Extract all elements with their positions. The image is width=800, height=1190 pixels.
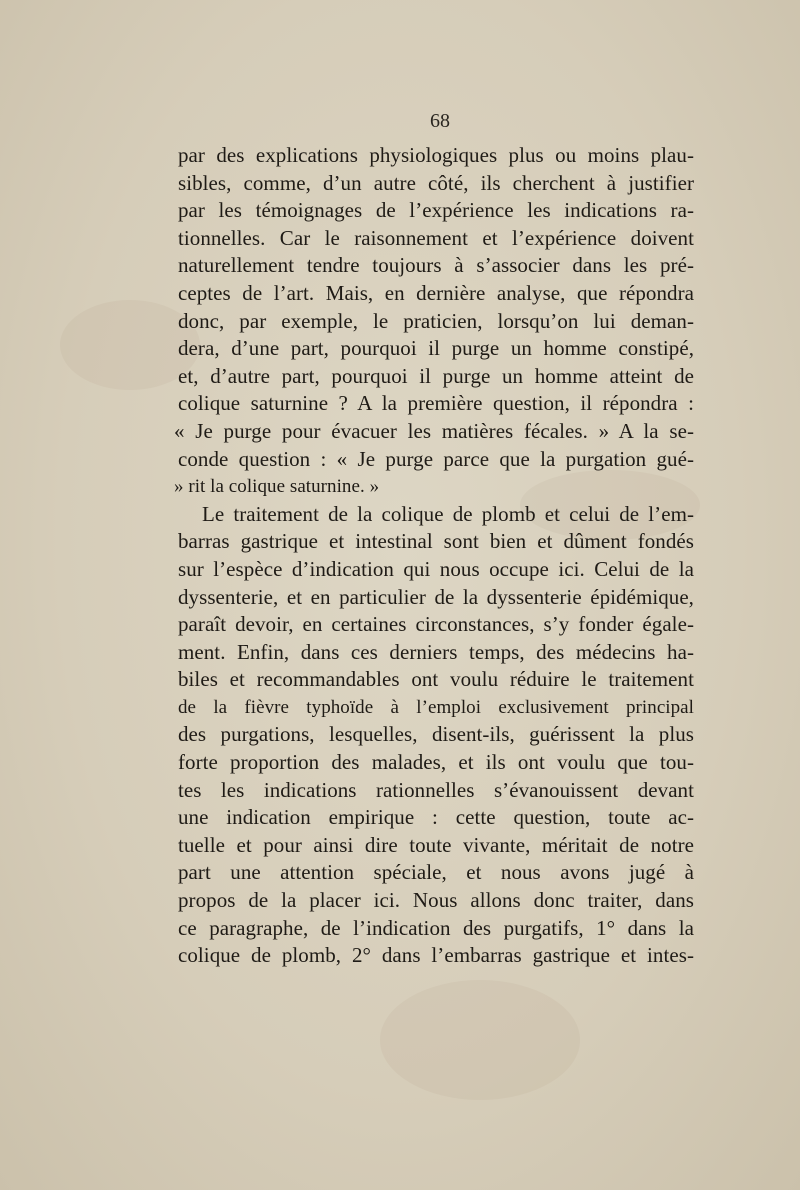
text-line: colique de plomb, 2° dans l’embarras gastrique et intes-: [178, 943, 694, 968]
paragraph-start-line: Le traitement de la colique de plomb et celui de l’em-: [202, 501, 694, 526]
page-number: 68: [430, 110, 450, 132]
text-line: tuelle et pour ainsi dire toute vivante, méritait de notre: [178, 832, 694, 857]
text-line: des purgations, lesquelles, disent-ils, guérissent la plus: [178, 722, 694, 747]
text-line: » rit la colique saturnine. »: [174, 476, 380, 498]
text-line: « Je purge pour évacuer les matières fécales. » A la se-: [174, 418, 694, 443]
text-line: barras gastrique et intestinal sont bien et dûment fondés: [178, 529, 694, 554]
paper-stain: [380, 980, 580, 1100]
text-line: par les témoignages de l’expérience les indications ra-: [178, 198, 694, 223]
text-line: ment. Enfin, dans ces derniers temps, des médecins ha-: [178, 639, 694, 664]
text-line: dera, d’une part, pourquoi il purge un homme constipé,: [178, 336, 694, 361]
text-line: dyssenterie, et en particulier de la dyssenterie épidémique,: [178, 584, 694, 609]
text-line: sibles, comme, d’un autre côté, ils cherchent à justifier: [178, 170, 694, 195]
text-line: paraît devoir, en certaines circonstances, s’y fonder égale-: [178, 612, 694, 637]
text-line: donc, par exemple, le praticien, lorsqu’on lui deman-: [178, 308, 694, 333]
text-line: par des explications physiologiques plus ou moins plau-: [178, 143, 694, 167]
body-text: [174, 142, 694, 970]
text-line: ce paragraphe, de l’indication des purgatifs, 1° dans la: [178, 915, 694, 940]
text-line: propos de la placer ici. Nous allons donc traiter, dans: [178, 888, 694, 913]
text-line: forte proportion des malades, et ils ont voulu que tou-: [178, 750, 694, 775]
text-line: colique saturnine ? A la première question, il répondra :: [178, 391, 694, 416]
text-line: tionnelles. Car le raisonnement et l’expérience doivent: [178, 225, 694, 250]
text-line: naturellement tendre toujours à s’associer dans les pré-: [178, 253, 694, 278]
text-line: tes les indications rationnelles s’évanouissent devant: [178, 777, 694, 802]
text-line: part une attention spéciale, et nous avons jugé à: [178, 860, 694, 885]
text-line: sur l’espèce d’indication qui nous occupe ici. Celui de la: [178, 556, 694, 581]
text-line: ceptes de l’art. Mais, en dernière analyse, que répondra: [178, 280, 694, 305]
text-line: et, d’autre part, pourquoi il purge un homme atteint de: [178, 363, 694, 388]
text-line: de la fièvre typhoïde à l’emploi exclusivement principal: [178, 696, 694, 718]
text-line: une indication empirique : cette question, toute ac-: [178, 805, 694, 830]
text-line: biles et recommandables ont voulu réduire le traitement: [178, 667, 694, 692]
text-line: conde question : « Je purge parce que la purgation gué-: [178, 446, 694, 471]
